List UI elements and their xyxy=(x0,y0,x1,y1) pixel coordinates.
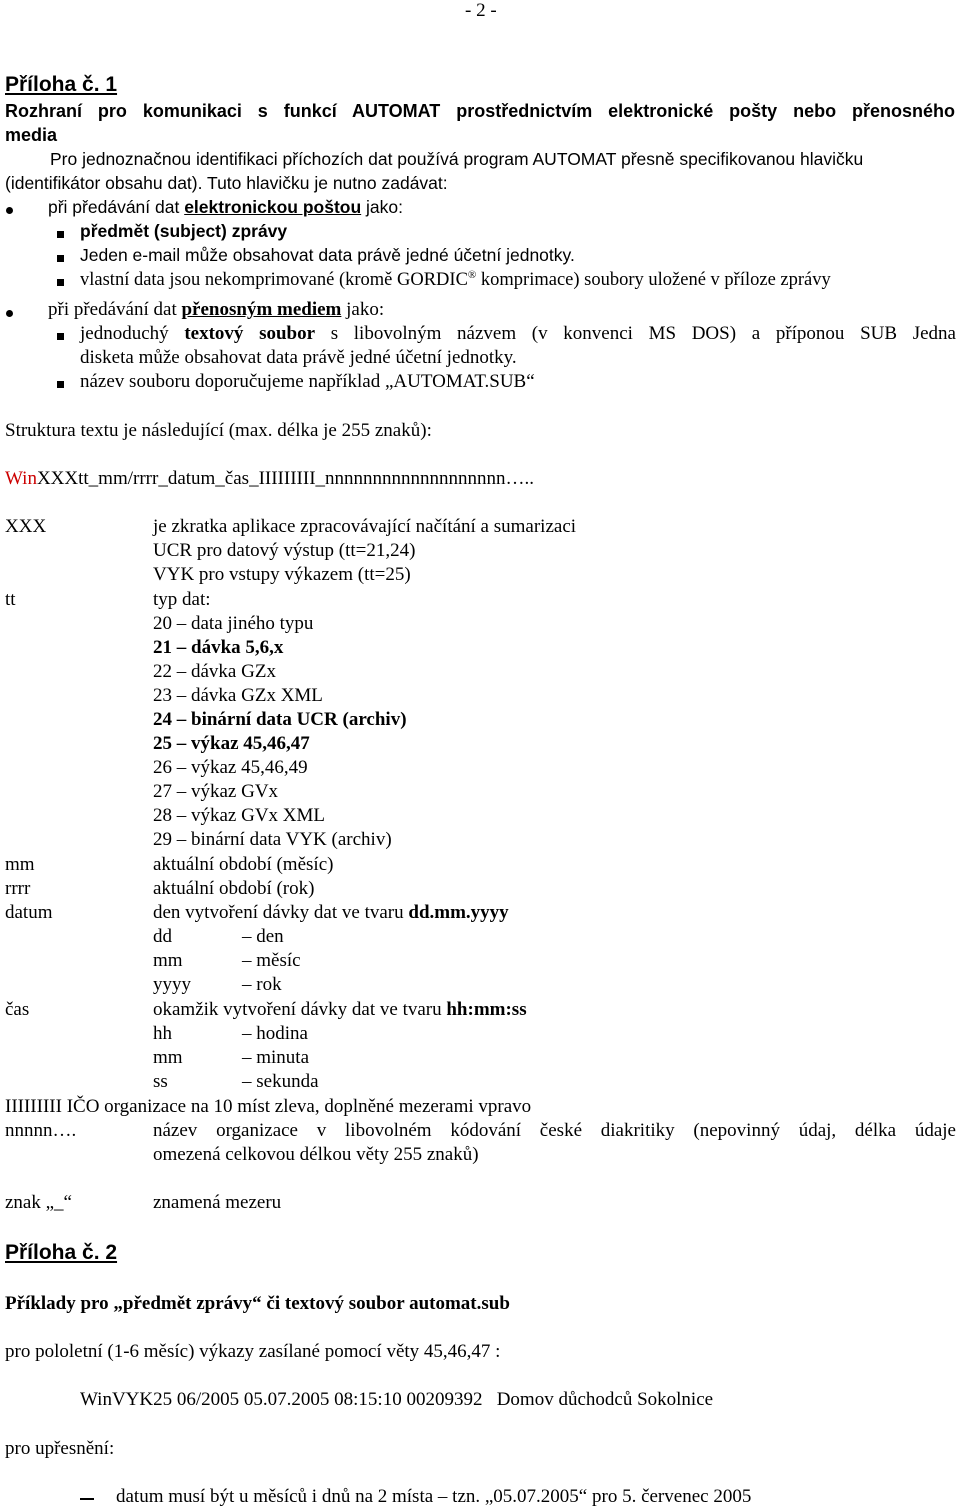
tt-29: 29 – binární data VYK (archiv) xyxy=(153,829,392,850)
def-datum: den vytvoření dávky dat ve tvaru dd.mm.yyyy xyxy=(153,902,509,923)
page-number: - 2 - xyxy=(465,0,497,21)
term-xxx: XXX xyxy=(5,516,47,537)
term-rrrr: rrrr xyxy=(5,878,31,899)
def-tt: typ dat: xyxy=(153,589,211,610)
annex1-title: Příloha č. 1 xyxy=(5,73,118,96)
attachment-note: vlastní data jsou nekomprimované (kromě GORDIC® komprimace) soubory uložené v příloze zprávy xyxy=(80,269,831,291)
def-xxx-3: VYK pro vstupy výkazem (tt=25) xyxy=(153,564,411,585)
dash-bullet-icon xyxy=(80,1498,94,1500)
datum-yyyy-desc: – rok xyxy=(242,974,282,995)
bullet-email: při předávání dat elektronickou poštou jako: xyxy=(48,197,403,217)
term-nnnnn: nnnnn…. xyxy=(5,1120,77,1141)
term-znak: znak „_“ xyxy=(5,1192,72,1213)
tt-25: 25 – výkaz 45,46,47 xyxy=(153,733,310,754)
cas-hh-desc: – hodina xyxy=(242,1023,308,1044)
def-rrrr: aktuální období (rok) xyxy=(153,878,315,899)
square-bullet-icon xyxy=(57,279,64,286)
email-emphasis: elektronickou poštou xyxy=(184,197,362,217)
date-format-note: datum musí být u měsíců i dnů na 2 místa – tzn. „05.07.2005“ pro 5. červenec 2005 xyxy=(116,1486,752,1507)
tt-27: 27 – výkaz GVx xyxy=(153,781,279,802)
datum-mm-desc: – měsíc xyxy=(242,950,301,971)
annex2-intro: pro pololetní (1-6 měsíc) výkazy zasílané pomocí věty 45,46,47 : xyxy=(5,1341,501,1362)
square-bullet-icon xyxy=(57,381,64,388)
term-datum: datum xyxy=(5,902,53,923)
def-mm: aktuální období (měsíc) xyxy=(153,854,334,875)
term-cas: čas xyxy=(5,999,30,1020)
filename-note: název souboru doporučujeme například „AUTOMAT.SUB“ xyxy=(80,371,535,392)
annex2-title: Příloha č. 2 xyxy=(5,1241,118,1264)
structure-intro: Struktura textu je následující (max. délka je 255 znaků): xyxy=(5,420,432,441)
annex1-heading-cont: media xyxy=(5,125,58,145)
media-emphasis: přenosným mediem xyxy=(181,299,342,320)
subject-item: předmět (subject) zprávy xyxy=(80,221,288,241)
datum-dd-desc: – den xyxy=(242,926,284,947)
datum-dd: dd xyxy=(153,926,172,947)
intro-line-1: Pro jednoznačnou identifikaci příchozích dat používá program AUTOMAT přesně specifikovanou hlavičku xyxy=(50,149,864,169)
cas-ss: ss xyxy=(153,1071,168,1092)
tt-20: 20 – data jiného typu xyxy=(153,613,314,634)
datum-yyyy: yyyy xyxy=(153,974,191,995)
def-xxx-1: je zkratka aplikace zpracovávající načítání a sumarizaci xyxy=(153,516,577,537)
bullet-icon xyxy=(6,207,13,214)
square-bullet-icon xyxy=(57,255,64,262)
def-xxx-2: UCR pro datový výstup (tt=21,24) xyxy=(153,540,416,561)
bullet-icon xyxy=(6,310,13,317)
square-bullet-icon xyxy=(57,231,64,238)
cas-mm: mm xyxy=(153,1047,183,1068)
def-nnnnn-1: název organizace v libovolném kódování české diakritiky (nepovinný údaj, délka údaje xyxy=(153,1120,956,1141)
tt-21: 21 – dávka 5,6,x xyxy=(153,637,284,658)
def-znak: znamená mezeru xyxy=(153,1192,282,1213)
term-tt: tt xyxy=(5,589,16,610)
tt-23: 23 – dávka GZx XML xyxy=(153,685,323,706)
text-file-line-1: jednoduchý textový soubor s libovolným názvem (v konvenci MS DOS) a příponou SUB Jedna xyxy=(80,323,956,344)
bullet-media: při předávání dat přenosným mediem jako: xyxy=(48,299,385,320)
cas-ss-desc: – sekunda xyxy=(242,1071,319,1092)
def-ico: IIIIIIIII IČO organizace na 10 míst zleva, doplněné mezerami vpravo xyxy=(5,1096,532,1117)
tt-22: 22 – dávka GZx xyxy=(153,661,276,682)
cas-mm-desc: – minuta xyxy=(242,1047,310,1068)
term-mm: mm xyxy=(5,854,35,875)
tt-26: 26 – výkaz 45,46,49 xyxy=(153,757,308,778)
annex1-heading: Rozhraní pro komunikaci s funkcí AUTOMAT prostřednictvím elektronické pošty nebo přenosného xyxy=(5,101,955,121)
clarification-label: pro upřesnění: xyxy=(5,1438,115,1459)
email-note: Jeden e-mail může obsahovat data právě jedné účetní jednotky. xyxy=(80,245,575,265)
def-cas: okamžik vytvoření dávky dat ve tvaru hh:mm:ss xyxy=(153,999,527,1020)
format-string: WinXXXtt_mm/rrrr_datum_čas_IIIIIIIII_nnnnnnnnnnnnnnnnnnn….. xyxy=(5,468,535,489)
datum-mm: mm xyxy=(153,950,183,971)
text-file-line-2: disketa může obsahovat data právě jedné účetní jednotky. xyxy=(80,347,517,368)
cas-hh: hh xyxy=(153,1023,172,1044)
square-bullet-icon xyxy=(57,333,64,340)
example-line: WinVYK25 06/2005 05.07.2005 08:15:10 00209392 Domov důchodců Sokolnice xyxy=(80,1389,714,1410)
intro-line-2: (identifikátor obsahu dat). Tuto hlavičku je nutno zadávat: xyxy=(5,173,448,193)
tt-24: 24 – binární data UCR (archiv) xyxy=(153,709,407,730)
def-nnnnn-2: omezená celkovou délkou věty 255 znaků) xyxy=(153,1144,479,1165)
tt-28: 28 – výkaz GVx XML xyxy=(153,805,326,826)
annex2-heading: Příklady pro „předmět zprávy“ či textový soubor automat.sub xyxy=(5,1293,510,1314)
